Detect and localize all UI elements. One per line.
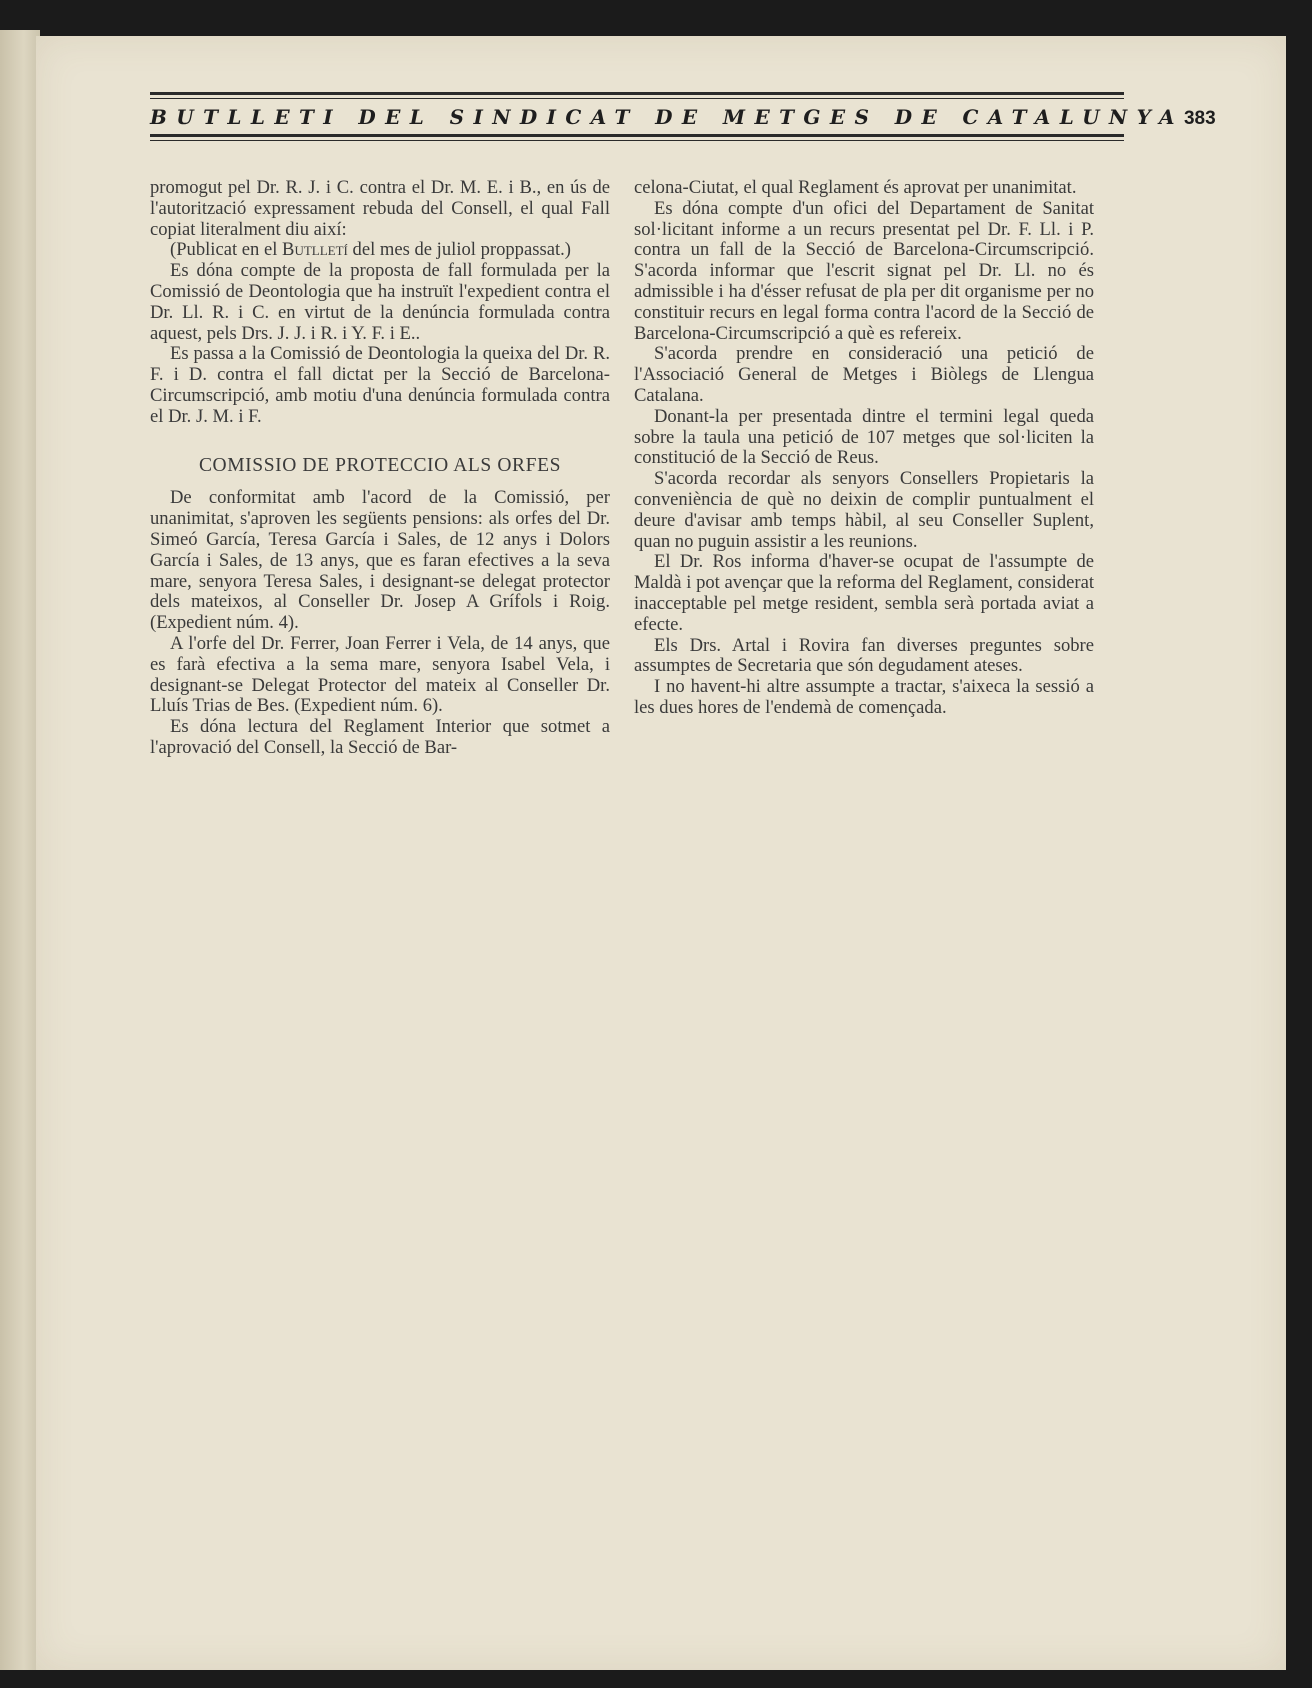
butlleti-smallcaps: Butlletí <box>282 239 348 261</box>
paragraph-text: del mes de juliol proppassat.) <box>347 239 571 261</box>
journal-title: BUTLLETI DEL SINDICAT DE METGES DE CATALUNYA <box>150 105 1184 129</box>
header-rule-bottom-thin <box>150 140 1124 141</box>
paragraph: promogut pel Dr. R. J. i C. contra el Dr. M. E. i B., en ús de l'autorització expressament rebuda del Consell, el qual Fall copiat literalment diu així: <box>150 177 610 240</box>
header-rule-top <box>150 92 1124 95</box>
paragraph: De conformitat amb l'acord de la Comissió, per unanimitat, s'aproven les següents pensions: als orfes del Dr. Simeó García, Teresa García i Sales, de 12 anys i Dolors García i Sales, de 13 anys, que es faran efectives a la seva mare, senyora Teresa Sales, i designant-se delegat protector dels mateixos, al Conseller Dr. Josep A Grífols i Roig. (Expedient núm. 4). <box>150 487 610 634</box>
paragraph: Es dóna compte d'un ofici del Departament de Sanitat sol·licitant informe a un recurs presentat pel Dr. F. Ll. i P. contra un fall de la Secció de Barcelona-Circumscripció. S'acorda informar que l'escrit signat pel Dr. Ll. no és admissible i ha d'ésser refusat de pla per dit organisme per no constituir recurs en legal forma contra l'acord de la Secció de Barcelona-Circumscripció a què es refereix. <box>634 197 1094 344</box>
section-heading: COMISSIO DE PROTECCIO ALS ORFES <box>198 454 562 476</box>
paragraph: El Dr. Ros informa d'haver-se ocupat de l'assumpte de Maldà i pot avençar que la reforma del Reglament, considerat inacceptable pel metge resident, sembla serà portada aviat a efecte. <box>634 551 1094 635</box>
paragraph: Es passa a la Comissió de Deontologia la queixa del Dr. R. F. i D. contra el fall dictat per la Secció de Barcelona-Circumscripció, amb motiu d'una denúncia formulada contra el Dr. J. M. i F. <box>150 343 610 427</box>
paragraph: Es dóna compte de la proposta de fall formulada per la Comissió de Deontologia que ha instruït l'expedient contra el Dr. Ll. R. i C. en virtut de la denúncia formulada contra aquest, pels Drs. J. J. i R. i Y. F. i E.. <box>150 260 610 344</box>
header-rule-bottom <box>150 134 1124 137</box>
paragraph: I no havent-hi altre assumpte a tractar, s'aixeca la sessió a les dues hores de l'endemà de començada. <box>634 676 1094 718</box>
header-line <box>150 99 1216 134</box>
running-header <box>150 92 1216 141</box>
page-number: 383 <box>1183 108 1216 129</box>
paragraph: celona-Ciutat, el qual Reglament és aprovat per unanimitat. <box>634 177 1077 198</box>
left-column <box>150 178 610 759</box>
paragraph: Donant-la per presentada dintre el termini legal queda sobre la taula una petició de 107 metges que sol·liciten la constitució de la Secció de Reus. <box>634 405 1094 469</box>
paragraph: S'acorda recordar als senyors Consellers Propietaris la conveniència de què no deixin de complir puntualment el deure d'avisar amb temps hàbil, al seu Conseller Suplent, quan no puguin assistir a les reunions. <box>634 468 1094 552</box>
previous-page-edge <box>0 30 40 1670</box>
paragraph: A l'orfe del Dr. Ferrer, Joan Ferrer i Vela, de 14 anys, que es farà efectiva a la sema mare, senyora Isabel Vela, i designant-se Delegat Protector del mateix al Conseller Dr. Lluís Trias de Bes. (Expedient núm. 6). <box>150 632 610 717</box>
paragraph: S'acorda prendre en consideració una petició de l'Associació General de Metges i Biòlegs de Llengua Catalana. <box>634 343 1094 406</box>
paragraph: Els Drs. Artal i Rovira fan diverses preguntes sobre assumptes de Secretaria que són degudament ateses. <box>634 634 1094 677</box>
paragraph-text: (Publicat en el <box>170 239 283 261</box>
paragraph: Es dóna lectura del Reglament Interior que sotmet a l'aprovació del Consell, la Secció de Bar- <box>150 716 610 758</box>
right-column <box>634 178 1094 719</box>
paragraph <box>150 240 610 261</box>
